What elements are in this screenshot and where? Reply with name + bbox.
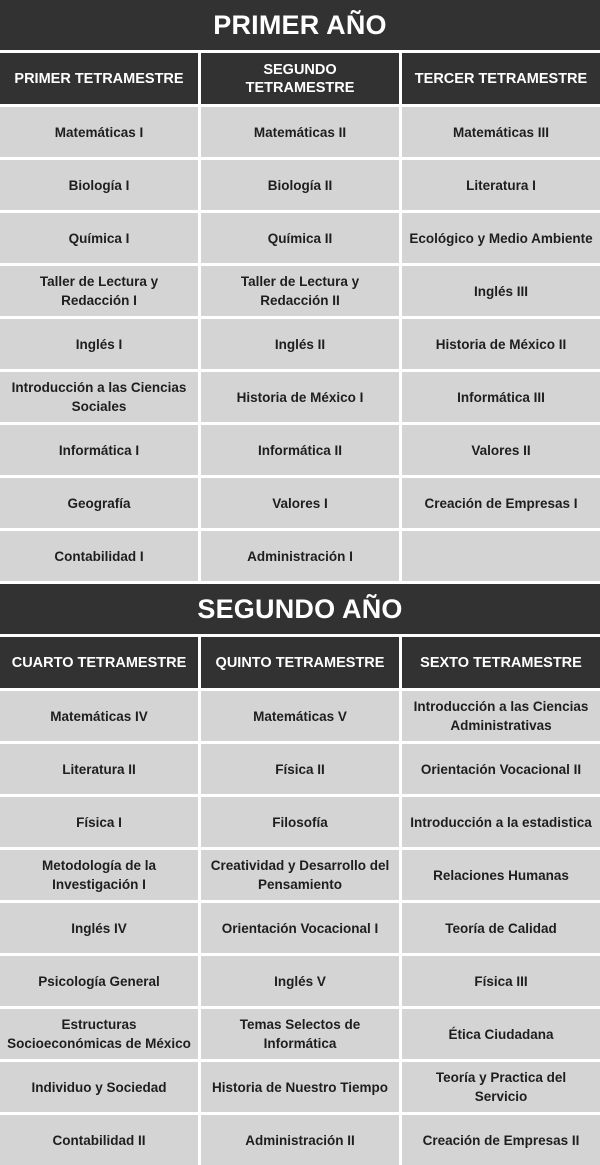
subject-cell: Inglés II (201, 319, 399, 369)
year-1-table (0, 53, 600, 581)
term-header-1: PRIMER TETRAMESTRE (0, 53, 198, 104)
subject-cell: Ecológico y Medio Ambiente (402, 213, 600, 263)
subject-cell: Matemáticas V (201, 691, 399, 741)
subject-cell: Administración I (201, 531, 399, 581)
term-header-6: SEXTO TETRAMESTRE (402, 637, 600, 688)
subject-cell: Literatura II (0, 744, 198, 794)
subject-cell: Taller de Lectura y Redacción I (0, 266, 198, 316)
subject-cell: Temas Selectos de Informática (201, 1009, 399, 1059)
subject-cell: Creatividad y Desarrollo del Pensamiento (201, 850, 399, 900)
term-header-4: CUARTO TETRAMESTRE (0, 637, 198, 688)
subject-cell: Historia de Nuestro Tiempo (201, 1062, 399, 1112)
subject-cell: Introducción a la estadistica (402, 797, 600, 847)
year-2-title: SEGUNDO AÑO (0, 584, 600, 634)
subject-cell: Geografía (0, 478, 198, 528)
subject-cell: Inglés I (0, 319, 198, 369)
year-2-table (0, 637, 600, 1165)
subject-cell: Informática II (201, 425, 399, 475)
subject-cell: Física II (201, 744, 399, 794)
subject-cell: Física I (0, 797, 198, 847)
subject-cell: Matemáticas III (402, 107, 600, 157)
subject-cell: Taller de Lectura y Redacción II (201, 266, 399, 316)
subject-cell: Informática I (0, 425, 198, 475)
subject-cell: Ética Ciudadana (402, 1009, 600, 1059)
subject-cell: Informática III (402, 372, 600, 422)
subject-cell: Física III (402, 956, 600, 1006)
subject-cell: Metodología de la Investigación I (0, 850, 198, 900)
subject-cell: Inglés IV (0, 903, 198, 953)
subject-cell: Administración II (201, 1115, 399, 1165)
subject-cell: Contabilidad II (0, 1115, 198, 1165)
term-header-5: QUINTO TETRAMESTRE (201, 637, 399, 688)
subject-cell: Individuo y Sociedad (0, 1062, 198, 1112)
subject-cell: Orientación Vocacional I (201, 903, 399, 953)
subject-cell: Química II (201, 213, 399, 263)
term-header-2: SEGUNDO TETRAMESTRE (201, 53, 399, 104)
empty-cell (402, 531, 600, 581)
subject-cell: Estructuras Socioeconómicas de México (0, 1009, 198, 1059)
subject-cell: Literatura I (402, 160, 600, 210)
subject-cell: Biología II (201, 160, 399, 210)
subject-cell: Química I (0, 213, 198, 263)
subject-cell: Matemáticas I (0, 107, 198, 157)
term-header-3: TERCER TETRAMESTRE (402, 53, 600, 104)
subject-cell: Introducción a las Ciencias Administrativas (402, 691, 600, 741)
subject-cell: Teoría de Calidad (402, 903, 600, 953)
subject-cell: Historia de México I (201, 372, 399, 422)
subject-cell: Inglés III (402, 266, 600, 316)
subject-cell: Relaciones Humanas (402, 850, 600, 900)
subject-cell: Introducción a las Ciencias Sociales (0, 372, 198, 422)
subject-cell: Valores II (402, 425, 600, 475)
subject-cell: Filosofía (201, 797, 399, 847)
subject-cell: Biología I (0, 160, 198, 210)
subject-cell: Matemáticas II (201, 107, 399, 157)
subject-cell: Teoría y Practica del Servicio (402, 1062, 600, 1112)
subject-cell: Psicología General (0, 956, 198, 1006)
subject-cell: Matemáticas IV (0, 691, 198, 741)
subject-cell: Creación de Empresas II (402, 1115, 600, 1165)
year-1-title: PRIMER AÑO (0, 0, 600, 50)
subject-cell: Orientación Vocacional II (402, 744, 600, 794)
subject-cell: Creación de Empresas I (402, 478, 600, 528)
subject-cell: Valores I (201, 478, 399, 528)
subject-cell: Inglés V (201, 956, 399, 1006)
subject-cell: Historia de México II (402, 319, 600, 369)
subject-cell: Contabilidad I (0, 531, 198, 581)
